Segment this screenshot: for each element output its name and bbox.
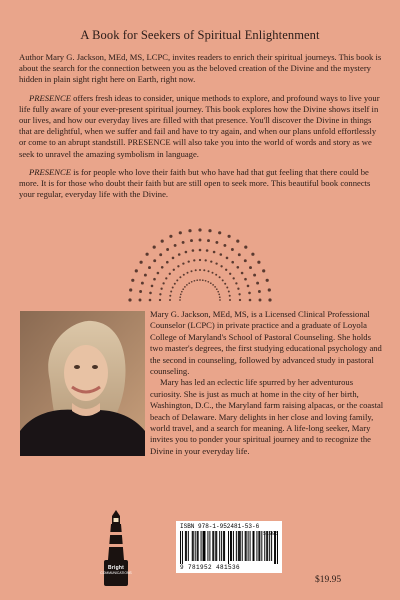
- sunburst-dot: [224, 283, 226, 285]
- sunburst-dot: [135, 269, 138, 272]
- sunburst-dot: [219, 276, 221, 278]
- sunburst-dot: [173, 269, 175, 271]
- sunburst-dot: [178, 253, 181, 256]
- sunburst-dot: [207, 239, 210, 242]
- sunburst-dot: [160, 288, 162, 290]
- sunburst-dot: [214, 286, 216, 288]
- sunburst-dot: [151, 285, 154, 288]
- sunburst-dot: [248, 292, 251, 295]
- sunburst-dot: [212, 272, 214, 274]
- sunburst-dot: [153, 246, 156, 249]
- sunburst-dot: [237, 288, 239, 290]
- sunburst-dot: [205, 259, 207, 261]
- sunburst-dot: [191, 270, 193, 272]
- author-photo: [20, 311, 145, 456]
- sunburst-dot: [176, 279, 178, 281]
- sunburst-dot: [146, 253, 149, 256]
- sunburst-dot: [256, 282, 259, 285]
- sunburst-dot: [188, 229, 191, 232]
- sunburst-dot: [140, 261, 143, 264]
- sunburst-dot: [149, 299, 152, 302]
- sunburst-dot: [215, 262, 217, 264]
- sunburst-dot: [192, 249, 195, 252]
- sunburst-dot: [244, 246, 247, 249]
- sunburst-dot: [198, 228, 201, 231]
- price-code: 51995: [262, 531, 278, 537]
- sunburst-dot: [172, 287, 174, 289]
- sunburst-dot: [179, 231, 182, 234]
- sunburst-dot: [268, 298, 271, 301]
- sunburst-dot: [181, 291, 183, 293]
- sunburst-dot: [257, 261, 260, 264]
- sunburst-dot: [179, 299, 181, 301]
- sunburst-dot: [225, 269, 227, 271]
- sunburst-dot: [229, 273, 231, 275]
- sunburst-dot: [185, 251, 188, 254]
- sunburst-dot: [199, 259, 201, 261]
- sunburst-dot: [208, 229, 211, 232]
- sunburst-dot: [208, 270, 210, 272]
- sunburst-dot: [174, 283, 176, 285]
- sunburst-dot: [210, 260, 212, 262]
- sunburst-dot: [153, 278, 156, 281]
- sunburst-dot: [194, 280, 196, 282]
- sunburst-dot: [169, 273, 171, 275]
- sunburst-dot: [262, 269, 265, 272]
- sunburst-dot: [153, 259, 156, 262]
- sunburst-dot: [162, 282, 164, 284]
- sunburst-dot: [139, 299, 142, 302]
- publisher-name: Bright: [108, 565, 124, 571]
- sunburst-dot: [253, 274, 256, 277]
- sunburst-dot: [141, 282, 144, 285]
- sunburst-dot: [149, 292, 152, 295]
- barcode-bars: [180, 531, 278, 564]
- sunburst-dot: [193, 259, 195, 261]
- sunburst-dot: [258, 290, 261, 293]
- sunburst-dot: [180, 294, 182, 296]
- sunburst-dot: [190, 239, 193, 242]
- sunburst-dot: [195, 269, 197, 271]
- sunburst-dot: [182, 288, 184, 290]
- sunburst-dot: [228, 291, 230, 293]
- sunburst-dot: [210, 282, 212, 284]
- sunburst-dot: [139, 290, 142, 293]
- sunburst-dot: [129, 288, 132, 291]
- sunburst-dot: [241, 272, 244, 275]
- sunburst-dot: [231, 261, 234, 264]
- sunburst-dot: [229, 295, 231, 297]
- sunburst-dot: [222, 279, 224, 281]
- sunburst-dot: [212, 284, 214, 286]
- sunburst-dot: [237, 266, 240, 269]
- sunburst-dot: [177, 265, 179, 267]
- lighthouse-logo-icon: [101, 508, 131, 588]
- sunburst-dot: [244, 259, 247, 262]
- sunburst-dot: [219, 296, 221, 298]
- sunburst-dot: [161, 240, 164, 243]
- sunburst-dot: [233, 277, 235, 279]
- bio-paragraph-2: Mary has led an eclectic life spurred by her adventurous curiosity. She is just as much at home in the city of her birth, Washington, D.C., the Maryland farm raising alpacas, or the coastal beach of Delaware. Mary delights in her close and loving family, world travel, and a search for meaning. A life-long seeker, Mary invites you to ponder your spiritual journey and to recognize the Divine in your everyday life.: [150, 377, 384, 456]
- sunburst-dot: [218, 231, 221, 234]
- intro-paragraph-2: PRESENCE offers fresh ideas to consider, unique methods to explore, and profound ways to live your life fully aware of your ever-present spiritual journey. This book explores how the Divine shows itself in our lives, and how our everyday lives are filled with that presence. You'll discover the Divine in things that are delightful, when we suffer and fail and have to try again, and when our plans unfold effortlessly or come to an abrupt standstill. PRESENCE will also take you into the world of words and story as we seek to unravel the amazing symbolism in language.: [19, 92, 380, 159]
- sunburst-dot: [202, 279, 204, 281]
- sunburst-dot: [165, 277, 167, 279]
- intro-paragraph-1: Author Mary G. Jackson, MEd, MS, LCPC, invites readers to enrich their spiritual journeys. This book is about the search for the connection between you as the beloved creation of the Divine and the mystery hidden in plain sight right here on Earth, right now.: [19, 52, 382, 85]
- sunburst-dot: [144, 274, 147, 277]
- book-title: PRESENCE: [29, 92, 72, 103]
- sunburst-dot: [199, 249, 202, 252]
- sunburst-dot: [159, 253, 162, 256]
- sunburst-dot: [215, 274, 217, 276]
- sunburst-dot: [205, 280, 207, 282]
- sunburst-dot: [266, 279, 269, 282]
- author-bio: [150, 309, 384, 457]
- sunburst-dot: [182, 262, 184, 264]
- book-title: PRESENCE: [29, 166, 72, 177]
- sunburst-dot: [169, 235, 172, 238]
- sunburst-dot: [159, 293, 161, 295]
- sunburst-dot: [220, 265, 222, 267]
- sunburst-dot: [239, 299, 241, 301]
- barcode-digits: 9 781952 481536: [180, 564, 241, 571]
- sunburst-dot: [166, 248, 169, 251]
- sunburst-dot: [268, 288, 271, 291]
- sunburst-dot: [218, 294, 220, 296]
- sunburst-dot: [203, 269, 205, 271]
- isbn-barcode: [176, 521, 282, 573]
- sunburst-dot: [215, 241, 218, 244]
- sunburst-dot: [236, 240, 239, 243]
- sunburst-dot: [182, 241, 185, 244]
- sunburst-dot: [174, 244, 177, 247]
- sunburst-dot: [184, 286, 186, 288]
- sunburst-dot: [183, 274, 185, 276]
- sunburst-dot: [188, 260, 190, 262]
- sunburst-dot: [179, 276, 181, 278]
- sunburst-dot: [223, 244, 226, 247]
- sunburst-dot: [169, 299, 171, 301]
- sunburst-dot: [128, 298, 131, 301]
- sunburst-dot: [186, 284, 188, 286]
- sunburst-dot: [199, 239, 202, 242]
- sunburst-dot: [166, 261, 169, 264]
- sunburst-dot: [219, 299, 221, 301]
- sunburst-dot: [217, 291, 219, 293]
- sunburst-dot: [249, 266, 252, 269]
- sunburst-dot: [213, 251, 216, 254]
- sunburst-dot: [231, 248, 234, 251]
- sunburst-dot: [220, 253, 223, 256]
- publisher-subtitle: COMMUNICATIONS: [100, 571, 132, 575]
- sunburst-dot: [207, 281, 209, 283]
- intro-text: [19, 52, 383, 207]
- sunburst-dot: [179, 296, 181, 298]
- cover-heading: A Book for Seekers of Spiritual Enlightenment: [80, 28, 320, 42]
- sunburst-dot: [249, 299, 252, 302]
- sunburst-dot: [226, 287, 228, 289]
- sunburst-dot: [161, 266, 164, 269]
- sunburst-dot: [206, 249, 209, 252]
- sunburst-dot: [199, 279, 201, 281]
- price: $19.95: [315, 575, 342, 585]
- sunburst-dot: [226, 257, 229, 260]
- sunburst-dot: [235, 282, 237, 284]
- sunburst-dot: [169, 295, 171, 297]
- sunburst-dot: [188, 282, 190, 284]
- sunburst-dot: [159, 299, 161, 301]
- sunburst-dot: [172, 257, 175, 260]
- sunburst-ornament: [124, 226, 276, 302]
- sunburst-dot: [229, 299, 231, 301]
- isbn-label: ISBN 978-1-952481-53-6: [180, 523, 260, 530]
- sunburst-dot: [148, 266, 151, 269]
- bio-paragraph-1: Mary G. Jackson, MEd, MS, is a Licensed Clinical Professional Counselor (LCPC) in private practice and a graduate of Loyola College of Maryland's School of Pastoral Counseling. She holds two master's degrees, the first studying educational psychology and the second in counseling, followed by advanced study in pastoral counseling.: [150, 309, 382, 377]
- sunburst-dot: [131, 279, 134, 282]
- sunburst-dot: [196, 279, 198, 281]
- sunburst-dot: [170, 291, 172, 293]
- sunburst-dot: [259, 299, 262, 302]
- sunburst-dot: [157, 272, 160, 275]
- sunburst-dot: [199, 269, 201, 271]
- sunburst-dot: [251, 253, 254, 256]
- sunburst-dot: [191, 281, 193, 283]
- sunburst-dot: [238, 253, 241, 256]
- sunburst-dot: [238, 293, 240, 295]
- sunburst-dot: [187, 272, 189, 274]
- sunburst-dot: [216, 288, 218, 290]
- sunburst-dot: [247, 285, 250, 288]
- sunburst-dot: [244, 278, 247, 281]
- intro-paragraph-3: PRESENCE is for people who love their faith but who have had that gut feeling that there could be more. It is for those who doubt their faith but are still open to seek more. This beautiful book connects your regular, everyday life with the Divine.: [19, 166, 371, 200]
- sunburst-dot: [228, 235, 231, 238]
